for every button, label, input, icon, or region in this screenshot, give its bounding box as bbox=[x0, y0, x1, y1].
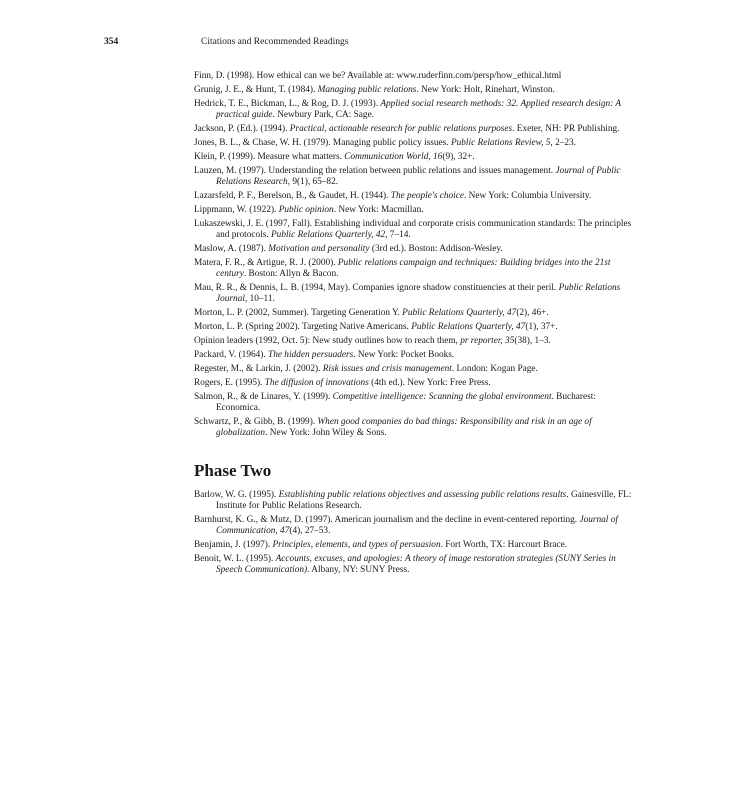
reference-entry bbox=[194, 378, 634, 389]
reference-entry bbox=[194, 258, 634, 280]
reference-text: Mau, R. R., & Dennis, L. B. (1994, May). Companies ignore shadow constituencies at their peril. bbox=[194, 283, 559, 293]
reference-text-tail: , 2–23. bbox=[550, 138, 576, 148]
reference-text: Matera, F. R., & Artigue, R. J. (2000). bbox=[194, 258, 338, 268]
reference-italic-title: Public Relations Review, 5 bbox=[450, 138, 551, 148]
running-title: Citations and Recommended Readings bbox=[201, 37, 349, 47]
reference-text: Finn, D. (1998). How ethical can we be? Available at: www.ruderfinn.com/persp/how_ethical.html bbox=[194, 71, 562, 81]
reference-text: Jones, B. L., & Chase, W. H. (1979). Managing public policy issues. bbox=[194, 138, 451, 148]
reference-italic-title: Public relations campaign and techniques: Building bridges into the 21st century bbox=[216, 258, 611, 279]
reference-entry bbox=[194, 540, 634, 551]
reference-text: Klein, P. (1999). Measure what matters. bbox=[194, 152, 345, 162]
reference-entry bbox=[194, 166, 634, 188]
reference-text-tail: . London: Kogan Page. bbox=[451, 364, 538, 374]
reference-text: Benoit, W. L. (1995). bbox=[194, 554, 276, 564]
reference-italic-title: Risk issues and crisis management bbox=[322, 364, 452, 374]
reference-entry bbox=[194, 350, 634, 361]
reference-italic-title: The diffusion of innovations bbox=[264, 378, 369, 388]
reference-text-tail: (4), 27–53. bbox=[289, 526, 331, 536]
reference-italic-title: Public Relations Journal bbox=[216, 283, 621, 304]
reference-italic-title: Motivation and personality bbox=[268, 244, 370, 254]
reference-text: Barnhurst, K. G., & Mutz, D. (1997). American journalism and the decline in event-centered reporting. bbox=[194, 515, 580, 525]
reference-text-tail: (9), 32+. bbox=[442, 152, 475, 162]
reference-text: Maslow, A. (1987). bbox=[194, 244, 269, 254]
reference-italic-title: Applied social research methods: 32. Applied research design: A practical guide bbox=[216, 99, 621, 120]
reference-italic-title: Managing public relations bbox=[317, 85, 417, 95]
reference-italic-title: Competitive intelligence: Scanning the global environment bbox=[332, 392, 552, 402]
reference-text: Regester, M., & Larkin, J. (2002). bbox=[194, 364, 323, 374]
reference-text-tail: , 10–11. bbox=[244, 294, 275, 304]
reference-text: Rogers, E. (1995). bbox=[194, 378, 265, 388]
section-heading: Phase Two bbox=[194, 461, 272, 480]
reference-italic-title: Practical, actionable research for public relations purposes bbox=[289, 124, 513, 134]
reference-entry bbox=[194, 515, 634, 537]
reference-entry bbox=[194, 99, 634, 121]
reference-italic-title: The hidden persuaders bbox=[268, 350, 354, 360]
reference-entry bbox=[194, 392, 634, 414]
reference-text: Morton, L. P. (2002, Summer). Targeting Generation Y. bbox=[194, 308, 403, 318]
reference-text-tail: . Exeter, NH: PR Publishing. bbox=[512, 124, 620, 134]
reference-entry bbox=[194, 71, 634, 82]
reference-italic-title: Public Relations Quarterly, 47 bbox=[411, 322, 526, 332]
reference-entry bbox=[194, 138, 634, 149]
reference-text: Lippmann, W. (1922). bbox=[194, 205, 279, 215]
reference-entry bbox=[194, 85, 634, 96]
reference-text: Morton, L. P. (Spring 2002). Targeting Native Americans. bbox=[194, 322, 412, 332]
reference-text-tail: . Newbury Park, CA: Sage. bbox=[272, 110, 375, 120]
reference-entry bbox=[194, 490, 634, 512]
reference-text-tail: (3rd ed.). Boston: Addison-Wesley. bbox=[369, 244, 503, 254]
reference-text: Grunig, J. E., & Hunt, T. (1984). bbox=[194, 85, 318, 95]
reference-italic-title: Accounts, excuses, and apologies: A theory of image restoration strategies (SUNY Series in Speech Communication) bbox=[216, 554, 616, 575]
reference-entry bbox=[194, 283, 634, 305]
reference-text-tail: (1), 37+. bbox=[525, 322, 558, 332]
reference-text-tail: . New York: Macmillan. bbox=[333, 205, 424, 215]
page-header bbox=[0, 37, 735, 51]
reference-text-tail: . Gainesville, FL: Institute for Public Relations Research. bbox=[216, 490, 632, 511]
reference-entry bbox=[194, 417, 634, 439]
reference-text-tail: . Fort Worth, TX: Harcourt Brace. bbox=[440, 540, 568, 550]
reference-text-tail: (38), 1–3. bbox=[514, 336, 551, 346]
reference-entry bbox=[194, 191, 634, 202]
reference-italic-title: The people's choice bbox=[390, 191, 465, 201]
reference-text: Lukaszewski, J. E. (1997, Fall). Establishing individual and corporate crisis communication standards: The principles and protocols. bbox=[194, 219, 632, 240]
reference-text: Lauzen, M. (1997). Understanding the relation between public relations and issues management. bbox=[194, 166, 556, 176]
reference-text-tail: . Boston: Allyn & Bacon. bbox=[243, 269, 339, 279]
reference-text: Barlow, W. G. (1995). bbox=[194, 490, 279, 500]
reference-text: Opinion leaders (1992, Oct. 5): New study outlines how to reach them, bbox=[194, 336, 461, 346]
reference-text: Schwartz, P., & Gibb, B. (1999). bbox=[194, 417, 318, 427]
reference-entry bbox=[194, 364, 634, 375]
reference-entry bbox=[194, 152, 634, 163]
reference-entry bbox=[194, 244, 634, 255]
references-body bbox=[194, 71, 634, 579]
reference-text: Benjamin, J. (1997). bbox=[194, 540, 273, 550]
reference-italic-title: Establishing public relations objectives and assessing public relations results bbox=[278, 490, 567, 500]
reference-entry bbox=[194, 322, 634, 333]
reference-text: Salmon, R., & de Linares, Y. (1999). bbox=[194, 392, 333, 402]
reference-italic-title: Communication World, 16 bbox=[344, 152, 443, 162]
reference-italic-title: Public Relations Quarterly, 47 bbox=[402, 308, 517, 318]
reference-italic-title: Public Relations Quarterly, 42 bbox=[271, 230, 386, 240]
reference-list-phase-one bbox=[194, 71, 634, 439]
reference-text-tail: . Bucharest: Economica. bbox=[216, 392, 596, 413]
reference-italic-title: pr reporter, 35 bbox=[460, 336, 515, 346]
reference-italic-title: Journal of Communication, 47 bbox=[216, 515, 618, 536]
reference-text-tail: . New York: Holt, Rinehart, Winston. bbox=[416, 85, 555, 95]
reference-entry bbox=[194, 308, 634, 319]
reference-list-phase-two bbox=[194, 490, 634, 576]
reference-text-tail: (4th ed.). New York: Free Press. bbox=[368, 378, 491, 388]
reference-italic-title: Journal of Public Relations Research bbox=[216, 166, 621, 187]
reference-text: Jackson, P. (Ed.). (1994). bbox=[194, 124, 290, 134]
page-number: 354 bbox=[104, 37, 119, 47]
reference-text-tail: . New York: Columbia University. bbox=[464, 191, 592, 201]
reference-text-tail: . Albany, NY: SUNY Press. bbox=[307, 565, 410, 575]
reference-entry bbox=[194, 205, 634, 216]
reference-text: Hedrick, T. E., Bickman, L., & Rog, D. J. (1993). bbox=[194, 99, 381, 109]
reference-entry bbox=[194, 219, 634, 241]
reference-italic-title: When good companies do bad things: Responsibility and risk in an age of globalization bbox=[216, 417, 592, 438]
reference-text-tail: , 9(1), 65–82. bbox=[287, 177, 339, 187]
reference-entry bbox=[194, 124, 634, 135]
reference-text-tail: . New York: Pocket Books. bbox=[353, 350, 455, 360]
reference-text: Packard, V. (1964). bbox=[194, 350, 269, 360]
reference-text: Lazarsfeld, P. F., Berelson, B., & Gaudet, H. (1944). bbox=[194, 191, 391, 201]
reference-italic-title: Principles, elements, and types of persuasion bbox=[272, 540, 441, 550]
reference-entry bbox=[194, 336, 634, 347]
reference-text-tail: , 7–14. bbox=[385, 230, 411, 240]
reference-entry bbox=[194, 554, 634, 576]
reference-italic-title: Public opinion bbox=[278, 205, 334, 215]
reference-text-tail: . New York: John Wiley & Sons. bbox=[265, 428, 387, 438]
reference-text-tail: (2), 46+. bbox=[516, 308, 549, 318]
